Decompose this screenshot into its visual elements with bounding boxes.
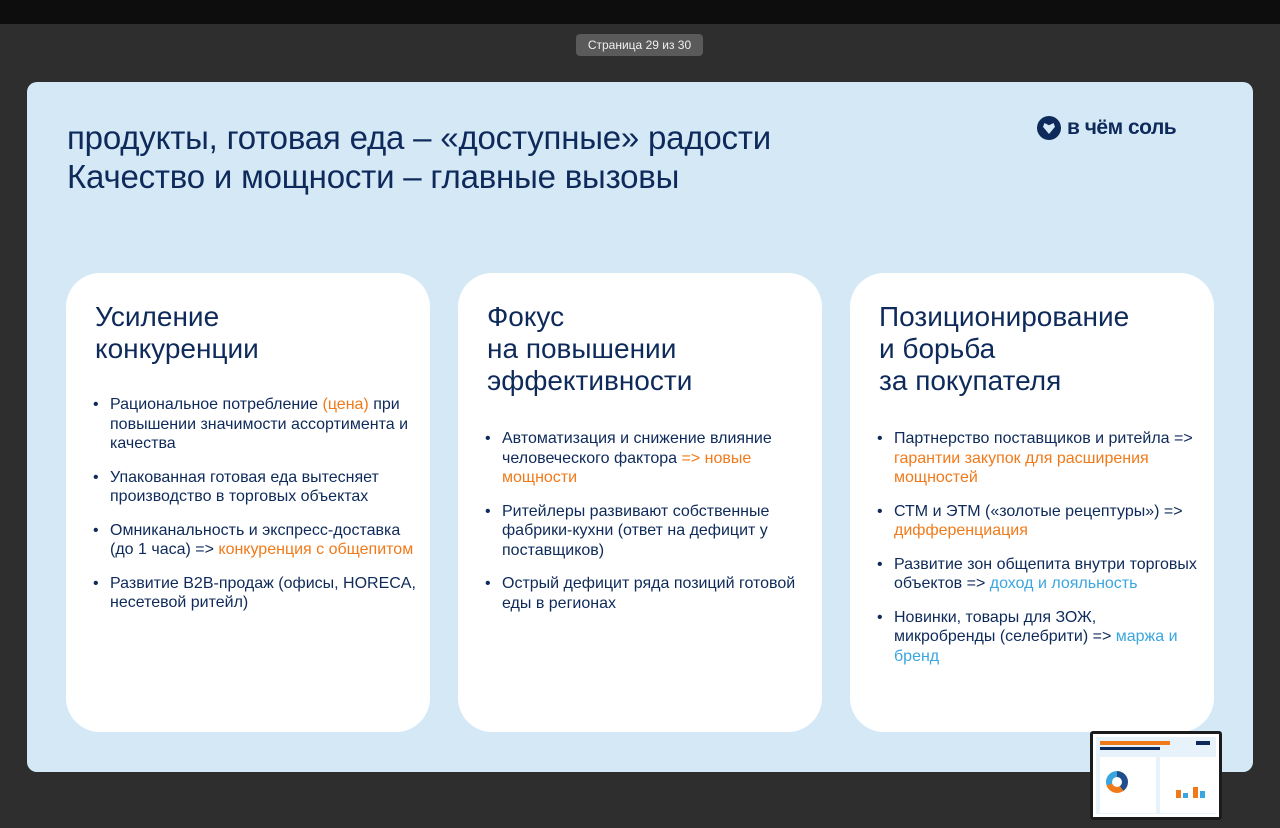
card-title xyxy=(95,301,259,365)
bullet-text: Острый дефицит ряда позиций готовой еды в регионах xyxy=(502,575,796,612)
bullet-text: Автоматизация и снижение влияние человеческого фактора xyxy=(502,430,772,467)
bullet-text: при повышении значимости ассортимента и качества xyxy=(110,396,409,452)
card-title-line: Усиление xyxy=(95,301,220,332)
thumbnail-bar xyxy=(1200,791,1205,798)
thumbnail-bar xyxy=(1183,793,1188,798)
highlight-text: => новые мощности xyxy=(502,449,752,486)
page-indicator: Страница 29 из 30 xyxy=(576,34,703,56)
card-title-line: за покупателя xyxy=(879,365,1062,396)
bullet-text: Рациональное потребление xyxy=(110,396,323,413)
card-title-line: на повышении xyxy=(487,333,677,364)
bullet-item xyxy=(93,521,416,560)
heart-badge-icon xyxy=(1037,116,1061,140)
thumbnail-title-bar xyxy=(1100,741,1170,745)
card-title-line: и борьба xyxy=(879,333,996,364)
bullet-item xyxy=(877,555,1200,594)
highlight-text: дифференциация xyxy=(894,522,1028,539)
bullet-text: Ритейлеры развивают собственные фабрики-кухни (ответ на дефицит у поставщиков) xyxy=(502,502,770,559)
card-title xyxy=(487,301,692,397)
bullet-text: СТМ и ЭТМ («золотые рецептуры») => xyxy=(894,502,1183,520)
card-title-line: Позиционирование xyxy=(879,301,1130,332)
bullet-item xyxy=(93,395,416,454)
card-bullet-list xyxy=(93,395,416,627)
thumbnail-logo xyxy=(1196,741,1210,745)
bullet-item xyxy=(485,502,808,561)
bullet-text: Упакованная готовая еда вытесняет производство в торговых объектах xyxy=(110,468,379,505)
brand-logo xyxy=(1037,114,1176,142)
bullet-item xyxy=(877,502,1200,541)
highlight-text: доход и лояльность xyxy=(989,575,1138,592)
bullet-item xyxy=(877,608,1200,667)
card-title-line: Фокус xyxy=(487,301,565,332)
presentation-slide xyxy=(27,82,1253,772)
highlight-text: гарантии закупок для расширения мощностей xyxy=(894,449,1149,486)
highlight-text: маржа и бренд xyxy=(894,628,1178,665)
bullet-item xyxy=(877,429,1200,488)
viewer-top-bar xyxy=(0,0,1280,24)
card-title xyxy=(879,301,1129,397)
bullet-text: Новинки, товары для ЗОЖ, микробренды (селебрити) => xyxy=(894,608,1116,645)
bullet-item xyxy=(485,429,808,488)
bullet-item xyxy=(485,574,808,613)
thumbnail-preview xyxy=(1096,737,1216,814)
card-efficiency xyxy=(458,273,822,732)
card-competition xyxy=(66,273,430,732)
bullet-text: Развитие B2B-продаж (офисы, HORECA, несетевой ритейл) xyxy=(110,574,416,611)
slide-title-line-2: Качество и мощности – главные вызовы xyxy=(67,158,680,195)
next-slide-thumbnail[interactable] xyxy=(1090,731,1222,820)
thumbnail-subtitle-bar xyxy=(1100,747,1160,750)
slide-title xyxy=(67,118,771,196)
card-bullet-list xyxy=(485,429,808,627)
brand-logo-text: в чём соль xyxy=(1067,116,1177,139)
bullet-item xyxy=(93,468,416,507)
thumbnail-donut-chart-icon xyxy=(1106,771,1128,793)
card-title-line: эффективности xyxy=(487,365,693,396)
thumbnail-bar xyxy=(1193,787,1198,798)
bullet-text: Омниканальность и экспресс-доставка (до 1 часа) => xyxy=(110,521,401,558)
highlight-text: (цена) xyxy=(322,396,369,413)
highlight-text: конкуренция с общепитом xyxy=(218,541,414,558)
bullet-item xyxy=(93,574,416,613)
card-positioning xyxy=(850,273,1214,732)
thumbnail-bar xyxy=(1176,790,1181,798)
slide-title-line-1: продукты, готовая еда – «доступные» радости xyxy=(67,119,771,156)
card-title-line: конкуренции xyxy=(95,333,259,364)
bullet-text: Партнерство поставщиков и ритейла => xyxy=(894,430,1193,447)
thumbnail-panel-right xyxy=(1160,757,1216,813)
card-bullet-list xyxy=(877,429,1200,680)
bullet-text: Развитие зон общепита внутри торговых объектов => xyxy=(894,555,1197,592)
